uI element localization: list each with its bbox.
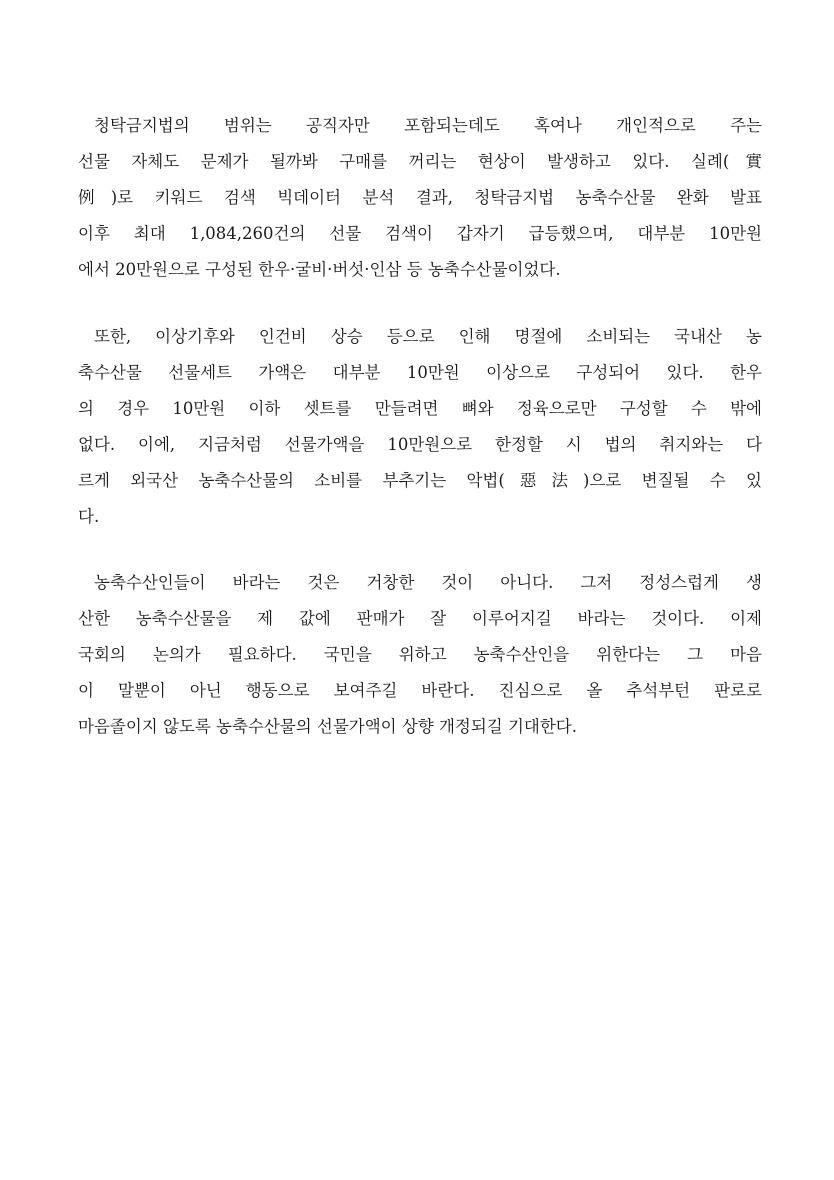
- paragraph-line: 例)로 키워드 검색 빅데이터 분석 결과, 청탁금지법 농축수산물 완화 발표: [78, 188, 762, 207]
- paragraph-3: [78, 565, 762, 745]
- paragraph-line: 선물 자체도 문제가 될까봐 구매를 꺼리는 현상이 발생하고 있다. 실례(實: [78, 152, 762, 171]
- paragraph-line: 국회의 논의가 필요하다. 국민을 위하고 농축수산인을 위한다는 그 마음: [78, 645, 762, 664]
- paragraph-line: 산한 농축수산물을 제 값에 판매가 잘 이루어지길 바라는 것이다. 이제: [78, 609, 762, 628]
- paragraph-line: 르게 외국산 농축수산물의 소비를 부추기는 악법(惡法)으로 변질될 수 있: [78, 471, 762, 490]
- paragraph-line: 이후 최대 1,084,260건의 선물 검색이 갑자기 급등했으며, 대부분 10만원: [78, 224, 762, 243]
- paragraph-line: 축수산물 선물세트 가액은 대부분 10만원 이상으로 구성되어 있다. 한우: [78, 363, 762, 382]
- paragraph-line: 마음졸이지 않도록 농축수산물의 선물가액이 상향 개정되길 기대한다.: [78, 717, 577, 736]
- paragraph-line: 다.: [78, 507, 100, 526]
- paragraph-1: [78, 108, 762, 288]
- paragraph-line: 청탁금지법의 범위는 공직자만 포함되는데도 혹여나 개인적으로 주는: [94, 116, 762, 135]
- paragraph-line: 에서 20만원으로 구성된 한우·굴비·버섯·인삼 등 농축수산물이었다.: [78, 260, 561, 279]
- paragraph-line: 이 말뿐이 아닌 행동으로 보여주길 바란다. 진심으로 올 추석부턴 판로로: [78, 681, 762, 700]
- paragraph-line: 또한, 이상기후와 인건비 상승 등으로 인해 명절에 소비되는 국내산 농: [94, 327, 762, 346]
- paragraph-line: 없다. 이에, 지금처럼 선물가액을 10만원으로 한정할 시 법의 취지와는 다: [78, 435, 762, 454]
- paragraph-2: [78, 319, 762, 535]
- paragraph-line: 농축수산인들이 바라는 것은 거창한 것이 아니다. 그저 정성스럽게 생: [94, 573, 762, 592]
- paragraph-line: 의 경우 10만원 이하 셋트를 만들려면 뼈와 정육으로만 구성할 수 밖에: [78, 399, 762, 418]
